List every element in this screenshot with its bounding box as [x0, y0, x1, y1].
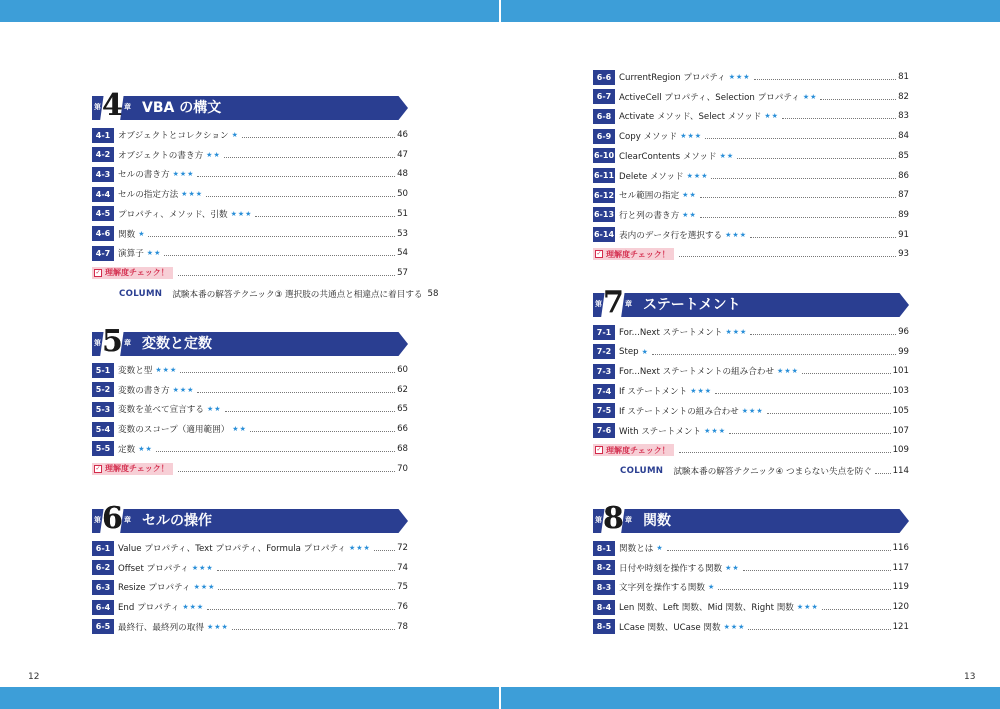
- importance-stars: ★★: [146, 249, 162, 258]
- importance-stars: ★★★: [191, 563, 214, 572]
- leader-dots: [737, 158, 896, 159]
- page-number: 47: [397, 149, 408, 160]
- page-number: 114: [892, 465, 909, 476]
- section-number-badge: 6-13: [593, 207, 615, 222]
- chapter-title: セルの操作: [142, 513, 212, 529]
- leader-dots: [374, 550, 395, 551]
- section-title: セル範囲の指定: [619, 191, 680, 202]
- chapter-prefix: 第: [595, 300, 602, 308]
- section-title: Value プロパティ、Text プロパティ、Formula プロパティ: [118, 544, 346, 554]
- section-title: 変数の書き方: [118, 385, 170, 396]
- comprehension-check-label: [593, 444, 674, 456]
- chapter-band: [92, 332, 408, 356]
- leader-dots: [232, 629, 395, 630]
- section-number-badge: 5-3: [92, 402, 114, 417]
- importance-stars: ★★★: [230, 209, 253, 218]
- toc-entry[interactable]: [593, 69, 909, 85]
- section-number-badge: 6-12: [593, 188, 615, 203]
- chapter-header: [593, 285, 909, 320]
- toc-entry[interactable]: [92, 619, 408, 635]
- importance-stars: ★★: [138, 444, 153, 453]
- importance-stars: ★: [707, 583, 716, 592]
- toc-entry[interactable]: [92, 166, 408, 182]
- importance-stars: ★★★: [680, 132, 703, 141]
- leader-dots: [679, 256, 896, 257]
- comprehension-check-entry[interactable]: [92, 461, 408, 477]
- leader-dots: [875, 473, 891, 474]
- section-title: 日付や時刻を操作する関数: [619, 563, 723, 574]
- section-number-badge: 4-5: [92, 206, 114, 221]
- chapter-title: 変数と定数: [142, 336, 212, 352]
- section-title: 表内のデータ行を選択する: [619, 230, 723, 241]
- section-title: End プロパティ: [118, 603, 180, 614]
- page-number: 46: [397, 130, 408, 140]
- section-number-badge: 8-5: [593, 619, 615, 634]
- importance-stars: ★★★: [728, 73, 751, 81]
- section-number-badge: 5-2: [92, 382, 114, 397]
- section-number-badge: 5-1: [92, 363, 114, 378]
- section-title: 変数のスコープ（適用範囲）: [118, 425, 230, 436]
- section-number-badge: 5-5: [92, 441, 114, 456]
- column-title: 試験本番の解答テクニック④ つまらない失点を防ぐ: [673, 466, 872, 477]
- toc-entry[interactable]: [593, 344, 909, 360]
- leader-dots: [754, 79, 897, 80]
- leader-dots: [700, 197, 896, 198]
- leader-dots: [802, 373, 891, 374]
- page-number: 107: [892, 425, 909, 436]
- section-number-badge: 4-6: [92, 226, 114, 241]
- toc-entry[interactable]: [593, 89, 909, 105]
- toc-entry[interactable]: [92, 560, 408, 576]
- toc-entry[interactable]: [593, 540, 909, 556]
- importance-stars: ★: [656, 544, 664, 552]
- chapter-title: ステートメント: [643, 297, 741, 313]
- section-title: Activate メソッド、Select メソッド: [619, 112, 762, 123]
- section-number-badge: 6-5: [92, 619, 114, 634]
- section-number-badge: 6-6: [593, 70, 615, 85]
- check-label-text: 理解度チェック！: [606, 445, 670, 455]
- page-number: 101: [892, 366, 909, 377]
- toc-entry[interactable]: [593, 207, 909, 223]
- section-title: If ステートメントの組み合わせ: [619, 406, 739, 417]
- section-number-badge: 7-3: [593, 364, 615, 379]
- section-title: 演算子: [118, 249, 144, 260]
- page-number: 99: [898, 346, 909, 357]
- chapter-number: 8: [603, 501, 624, 536]
- chapter-suffix: 章: [124, 103, 131, 111]
- section-title: 関数とは: [619, 544, 654, 554]
- section-number-badge: 7-5: [593, 403, 615, 418]
- leader-dots: [750, 334, 896, 335]
- comprehension-check-label: [593, 248, 674, 260]
- page-number: 120: [892, 602, 909, 613]
- importance-stars: ★★★: [348, 544, 371, 552]
- section-number-badge: 4-3: [92, 167, 114, 182]
- toc-entry[interactable]: [593, 227, 909, 243]
- leader-dots: [148, 236, 395, 237]
- toc-entry[interactable]: [92, 540, 408, 556]
- check-label-text: 理解度チェック！: [606, 249, 670, 259]
- toc-entry[interactable]: [593, 423, 909, 439]
- section-title: 文字列を操作する関数: [619, 583, 705, 594]
- toc-entry[interactable]: [92, 382, 408, 398]
- section-title: プロパティ、メソッド、引数: [118, 209, 228, 220]
- chapter-header: [593, 501, 909, 536]
- page-number: 91: [898, 229, 909, 240]
- section-number-badge: 7-1: [593, 325, 615, 340]
- page-number: 83: [898, 111, 909, 122]
- chapter-suffix: 章: [625, 516, 632, 524]
- section-number-badge: 4-1: [92, 128, 114, 143]
- section-number-badge: 6-2: [92, 560, 114, 575]
- toc-entry[interactable]: [92, 362, 408, 378]
- importance-stars: ★★★: [777, 367, 799, 376]
- comprehension-check-entry[interactable]: [593, 442, 909, 458]
- leader-dots: [225, 411, 396, 412]
- column-tag: COLUMN: [620, 465, 664, 476]
- importance-stars: ★: [138, 229, 146, 238]
- column-entry[interactable]: [119, 286, 439, 302]
- leader-dots: [679, 452, 891, 453]
- chapter-number: 7: [603, 285, 624, 320]
- chapter-suffix: 章: [124, 516, 131, 524]
- page-number: 93: [898, 249, 909, 260]
- leader-dots: [743, 570, 891, 571]
- section-title: オブジェクトの書き方: [118, 150, 204, 161]
- importance-stars: ★★★: [723, 622, 746, 631]
- checkbox-icon: ✓: [95, 464, 101, 472]
- section-title: Len 関数、Left 関数、Mid 関数、Right 関数: [619, 603, 794, 614]
- chapter-header: [92, 324, 408, 359]
- checkbox-icon: ✓: [596, 250, 602, 258]
- toc-entry[interactable]: [593, 363, 909, 379]
- page-number: 81: [898, 72, 909, 82]
- column-tag: COLUMN: [119, 288, 163, 299]
- section-number-badge: 6-7: [593, 89, 615, 104]
- leader-dots: [242, 137, 395, 138]
- check-label-text: 理解度チェック！: [105, 464, 169, 473]
- page-number: 57: [397, 267, 408, 278]
- section-number-badge: 7-4: [593, 384, 615, 399]
- leader-dots: [767, 413, 891, 414]
- toc-entry[interactable]: [92, 206, 408, 222]
- importance-stars: ★★★: [796, 603, 819, 612]
- section-title: 変数を並べて宣言する: [118, 405, 204, 416]
- section-title: 関数: [118, 229, 136, 240]
- page-number: 53: [397, 228, 408, 239]
- section-title: 変数と型: [118, 366, 153, 376]
- leader-dots: [705, 138, 896, 139]
- leader-dots: [206, 196, 395, 197]
- page-number: 87: [898, 190, 909, 201]
- chapter-title: 関数: [643, 513, 671, 529]
- section-number-badge: 6-1: [92, 541, 114, 556]
- section-title: セルの指定方法: [118, 190, 179, 201]
- page-number: 75: [397, 582, 408, 593]
- importance-stars: ★★★: [206, 622, 229, 631]
- importance-stars: ★★★: [182, 603, 205, 612]
- column-title: 試験本番の解答テクニック③ 選択肢の共通点と相違点に着目する: [172, 289, 423, 300]
- toc-entry[interactable]: [593, 148, 909, 164]
- comprehension-check-label: [92, 267, 173, 279]
- section-number-badge: 4-7: [92, 246, 114, 261]
- page-number: 85: [898, 150, 909, 161]
- importance-stars: ★★★: [193, 583, 216, 592]
- leader-dots: [255, 216, 395, 217]
- page-number: 84: [898, 131, 909, 142]
- section-title: 定数: [118, 444, 136, 455]
- leader-dots: [750, 237, 896, 238]
- importance-stars: ★★★: [741, 406, 764, 415]
- section-number-badge: 5-4: [92, 422, 114, 437]
- chapter-band: [92, 509, 408, 533]
- leader-dots: [224, 157, 395, 158]
- page-number: 82: [898, 91, 909, 102]
- leader-dots: [711, 178, 896, 179]
- section-number-badge: 6-10: [593, 148, 615, 163]
- section-title: オブジェクトとコレクション: [118, 131, 229, 141]
- importance-stars: ★★★: [690, 387, 713, 396]
- toc-entry[interactable]: [92, 226, 408, 242]
- section-title: LCase 関数、UCase 関数: [619, 622, 721, 633]
- section-number-badge: 7-6: [593, 423, 615, 438]
- leader-dots: [164, 255, 395, 256]
- page-number: 62: [397, 384, 408, 395]
- toc-entry[interactable]: [593, 128, 909, 144]
- importance-stars: ★★: [682, 210, 697, 219]
- leader-dots: [715, 393, 891, 394]
- toc-entry[interactable]: [593, 599, 909, 615]
- toc-entry[interactable]: [92, 599, 408, 615]
- leader-dots: [178, 275, 395, 276]
- section-number-badge: 8-4: [593, 600, 615, 615]
- page-number: 74: [397, 562, 408, 573]
- importance-stars: ★★: [206, 405, 222, 414]
- chapter-header: [92, 88, 408, 123]
- page-number: 51: [397, 208, 408, 219]
- section-number-badge: 6-8: [593, 109, 615, 124]
- page-number: 96: [898, 327, 909, 337]
- leader-dots: [156, 451, 395, 452]
- comprehension-check-entry[interactable]: [593, 246, 909, 262]
- page-number: 60: [397, 365, 408, 375]
- leader-dots: [748, 629, 890, 630]
- chapter-title: VBA の構文: [142, 100, 222, 116]
- section-number-badge: 4-2: [92, 147, 114, 162]
- section-number-badge: 4-4: [92, 187, 114, 202]
- column-entry[interactable]: [620, 463, 909, 479]
- section-title: CurrentRegion プロパティ: [619, 73, 726, 83]
- checkbox-icon: ✓: [95, 268, 101, 276]
- leader-dots: [217, 570, 395, 571]
- toc-entry[interactable]: [92, 147, 408, 163]
- leader-dots: [820, 99, 896, 100]
- page-number: 119: [892, 582, 909, 593]
- page-number: 89: [898, 209, 909, 220]
- toc-entry[interactable]: [593, 187, 909, 203]
- importance-stars: ★: [641, 347, 649, 356]
- page-number: 86: [898, 170, 909, 181]
- page-number: 50: [397, 189, 408, 200]
- chapter-number: 4: [102, 88, 123, 123]
- section-number-badge: 6-14: [593, 227, 615, 242]
- leader-dots: [218, 589, 395, 590]
- importance-stars: ★★: [719, 151, 735, 160]
- page-spine: [499, 0, 501, 709]
- page-number: 72: [397, 543, 408, 553]
- section-title: With ステートメント: [619, 426, 702, 437]
- leader-dots: [718, 589, 890, 590]
- page-number: 116: [892, 543, 909, 553]
- toc-entry[interactable]: [593, 579, 909, 595]
- chapter-header: [92, 501, 408, 536]
- leader-dots: [652, 354, 896, 355]
- section-number-badge: 6-9: [593, 129, 615, 144]
- importance-stars: ★★: [725, 563, 740, 572]
- chapter-band: [92, 96, 408, 120]
- page-number: 66: [397, 424, 408, 435]
- chapter-prefix: 第: [94, 339, 101, 347]
- comprehension-check-label: [92, 463, 173, 475]
- section-title: Offset プロパティ: [118, 563, 189, 574]
- section-title: セルの書き方: [118, 170, 170, 181]
- toc-entry[interactable]: [593, 324, 909, 340]
- toc-entry[interactable]: [92, 245, 408, 261]
- toc-entry[interactable]: [92, 127, 408, 143]
- page-number: 117: [892, 562, 909, 573]
- section-title: For...Next ステートメントの組み合わせ: [619, 367, 775, 378]
- section-number-badge: 7-2: [593, 344, 615, 359]
- importance-stars: ★★★: [172, 170, 195, 179]
- toc-entry[interactable]: [593, 108, 909, 124]
- page-number: 68: [397, 443, 408, 454]
- page-number: 105: [892, 405, 909, 416]
- section-title: Copy メソッド: [619, 132, 678, 143]
- importance-stars: ★★★: [155, 366, 178, 374]
- importance-stars: ★★: [682, 191, 697, 200]
- importance-stars: ★★: [232, 425, 247, 434]
- page-number: 78: [397, 621, 408, 632]
- leader-dots: [250, 431, 395, 432]
- section-title: 最終行、最終列の取得: [118, 622, 204, 633]
- page-number: 76: [397, 602, 408, 613]
- chapter-band: [593, 509, 909, 533]
- chapter-number: 6: [102, 501, 123, 536]
- toc-entry[interactable]: [92, 579, 408, 595]
- importance-stars: ★★★: [172, 385, 195, 394]
- leader-dots: [180, 372, 395, 373]
- importance-stars: ★★: [206, 150, 221, 159]
- toc-entry[interactable]: [593, 560, 909, 576]
- leader-dots: [207, 609, 395, 610]
- leader-dots: [178, 471, 395, 472]
- chapter-prefix: 第: [595, 516, 602, 524]
- section-number-badge: 8-2: [593, 560, 615, 575]
- leader-dots: [729, 433, 891, 434]
- comprehension-check-entry[interactable]: [92, 265, 408, 281]
- chapter-suffix: 章: [625, 300, 632, 308]
- leader-dots: [197, 392, 395, 393]
- leader-dots: [667, 550, 891, 551]
- page-number: 70: [397, 463, 408, 474]
- toc-entry[interactable]: [92, 401, 408, 417]
- importance-stars: ★★★: [725, 230, 747, 239]
- chapter-suffix: 章: [124, 339, 131, 347]
- page-number: 65: [397, 404, 408, 415]
- right-page-number: 13: [964, 672, 976, 682]
- check-label-text: 理解度チェック！: [105, 268, 169, 278]
- importance-stars: ★★★: [704, 426, 726, 435]
- left-page-number: 12: [28, 672, 40, 682]
- section-title: Step: [619, 346, 639, 357]
- toc-entry[interactable]: [593, 383, 909, 399]
- chapter-prefix: 第: [94, 103, 101, 111]
- page-number: 109: [892, 445, 909, 456]
- importance-stars: ★★: [764, 112, 779, 121]
- leader-dots: [197, 176, 395, 177]
- toc-entry[interactable]: [593, 168, 909, 184]
- section-number-badge: 6-3: [92, 580, 114, 595]
- toc-entry[interactable]: [92, 421, 408, 437]
- section-title: Resize プロパティ: [118, 583, 191, 594]
- importance-stars: ★: [231, 131, 239, 139]
- page-number: 58: [427, 288, 439, 299]
- checkbox-icon: ✓: [596, 446, 602, 454]
- chapter-prefix: 第: [94, 516, 101, 524]
- page-number: 121: [892, 621, 909, 632]
- section-number-badge: 8-3: [593, 580, 615, 595]
- section-title: ActiveCell プロパティ、Selection プロパティ: [619, 92, 800, 103]
- page-number: 48: [397, 169, 408, 180]
- section-title: Delete メソッド: [619, 171, 684, 182]
- leader-dots: [822, 609, 891, 610]
- section-title: ClearContents メソッド: [619, 151, 717, 162]
- importance-stars: ★★★: [686, 171, 709, 180]
- importance-stars: ★★: [802, 92, 818, 101]
- section-title: 行と列の書き方: [619, 210, 680, 221]
- toc-entry[interactable]: [92, 186, 408, 202]
- section-number-badge: 6-11: [593, 168, 615, 183]
- section-number-badge: 6-4: [92, 600, 114, 615]
- toc-entry[interactable]: [593, 619, 909, 635]
- importance-stars: ★★★: [725, 328, 748, 336]
- chapter-number: 5: [102, 324, 123, 359]
- section-number-badge: 8-1: [593, 541, 615, 556]
- toc-entry[interactable]: [593, 403, 909, 419]
- toc-entry[interactable]: [92, 441, 408, 457]
- chapter-band: [593, 293, 909, 317]
- page-number: 54: [397, 248, 408, 259]
- section-title: If ステートメント: [619, 387, 688, 398]
- section-title: For...Next ステートメント: [619, 328, 723, 338]
- leader-dots: [700, 217, 896, 218]
- page-number: 103: [892, 386, 909, 397]
- leader-dots: [782, 118, 896, 119]
- importance-stars: ★★★: [181, 190, 203, 199]
